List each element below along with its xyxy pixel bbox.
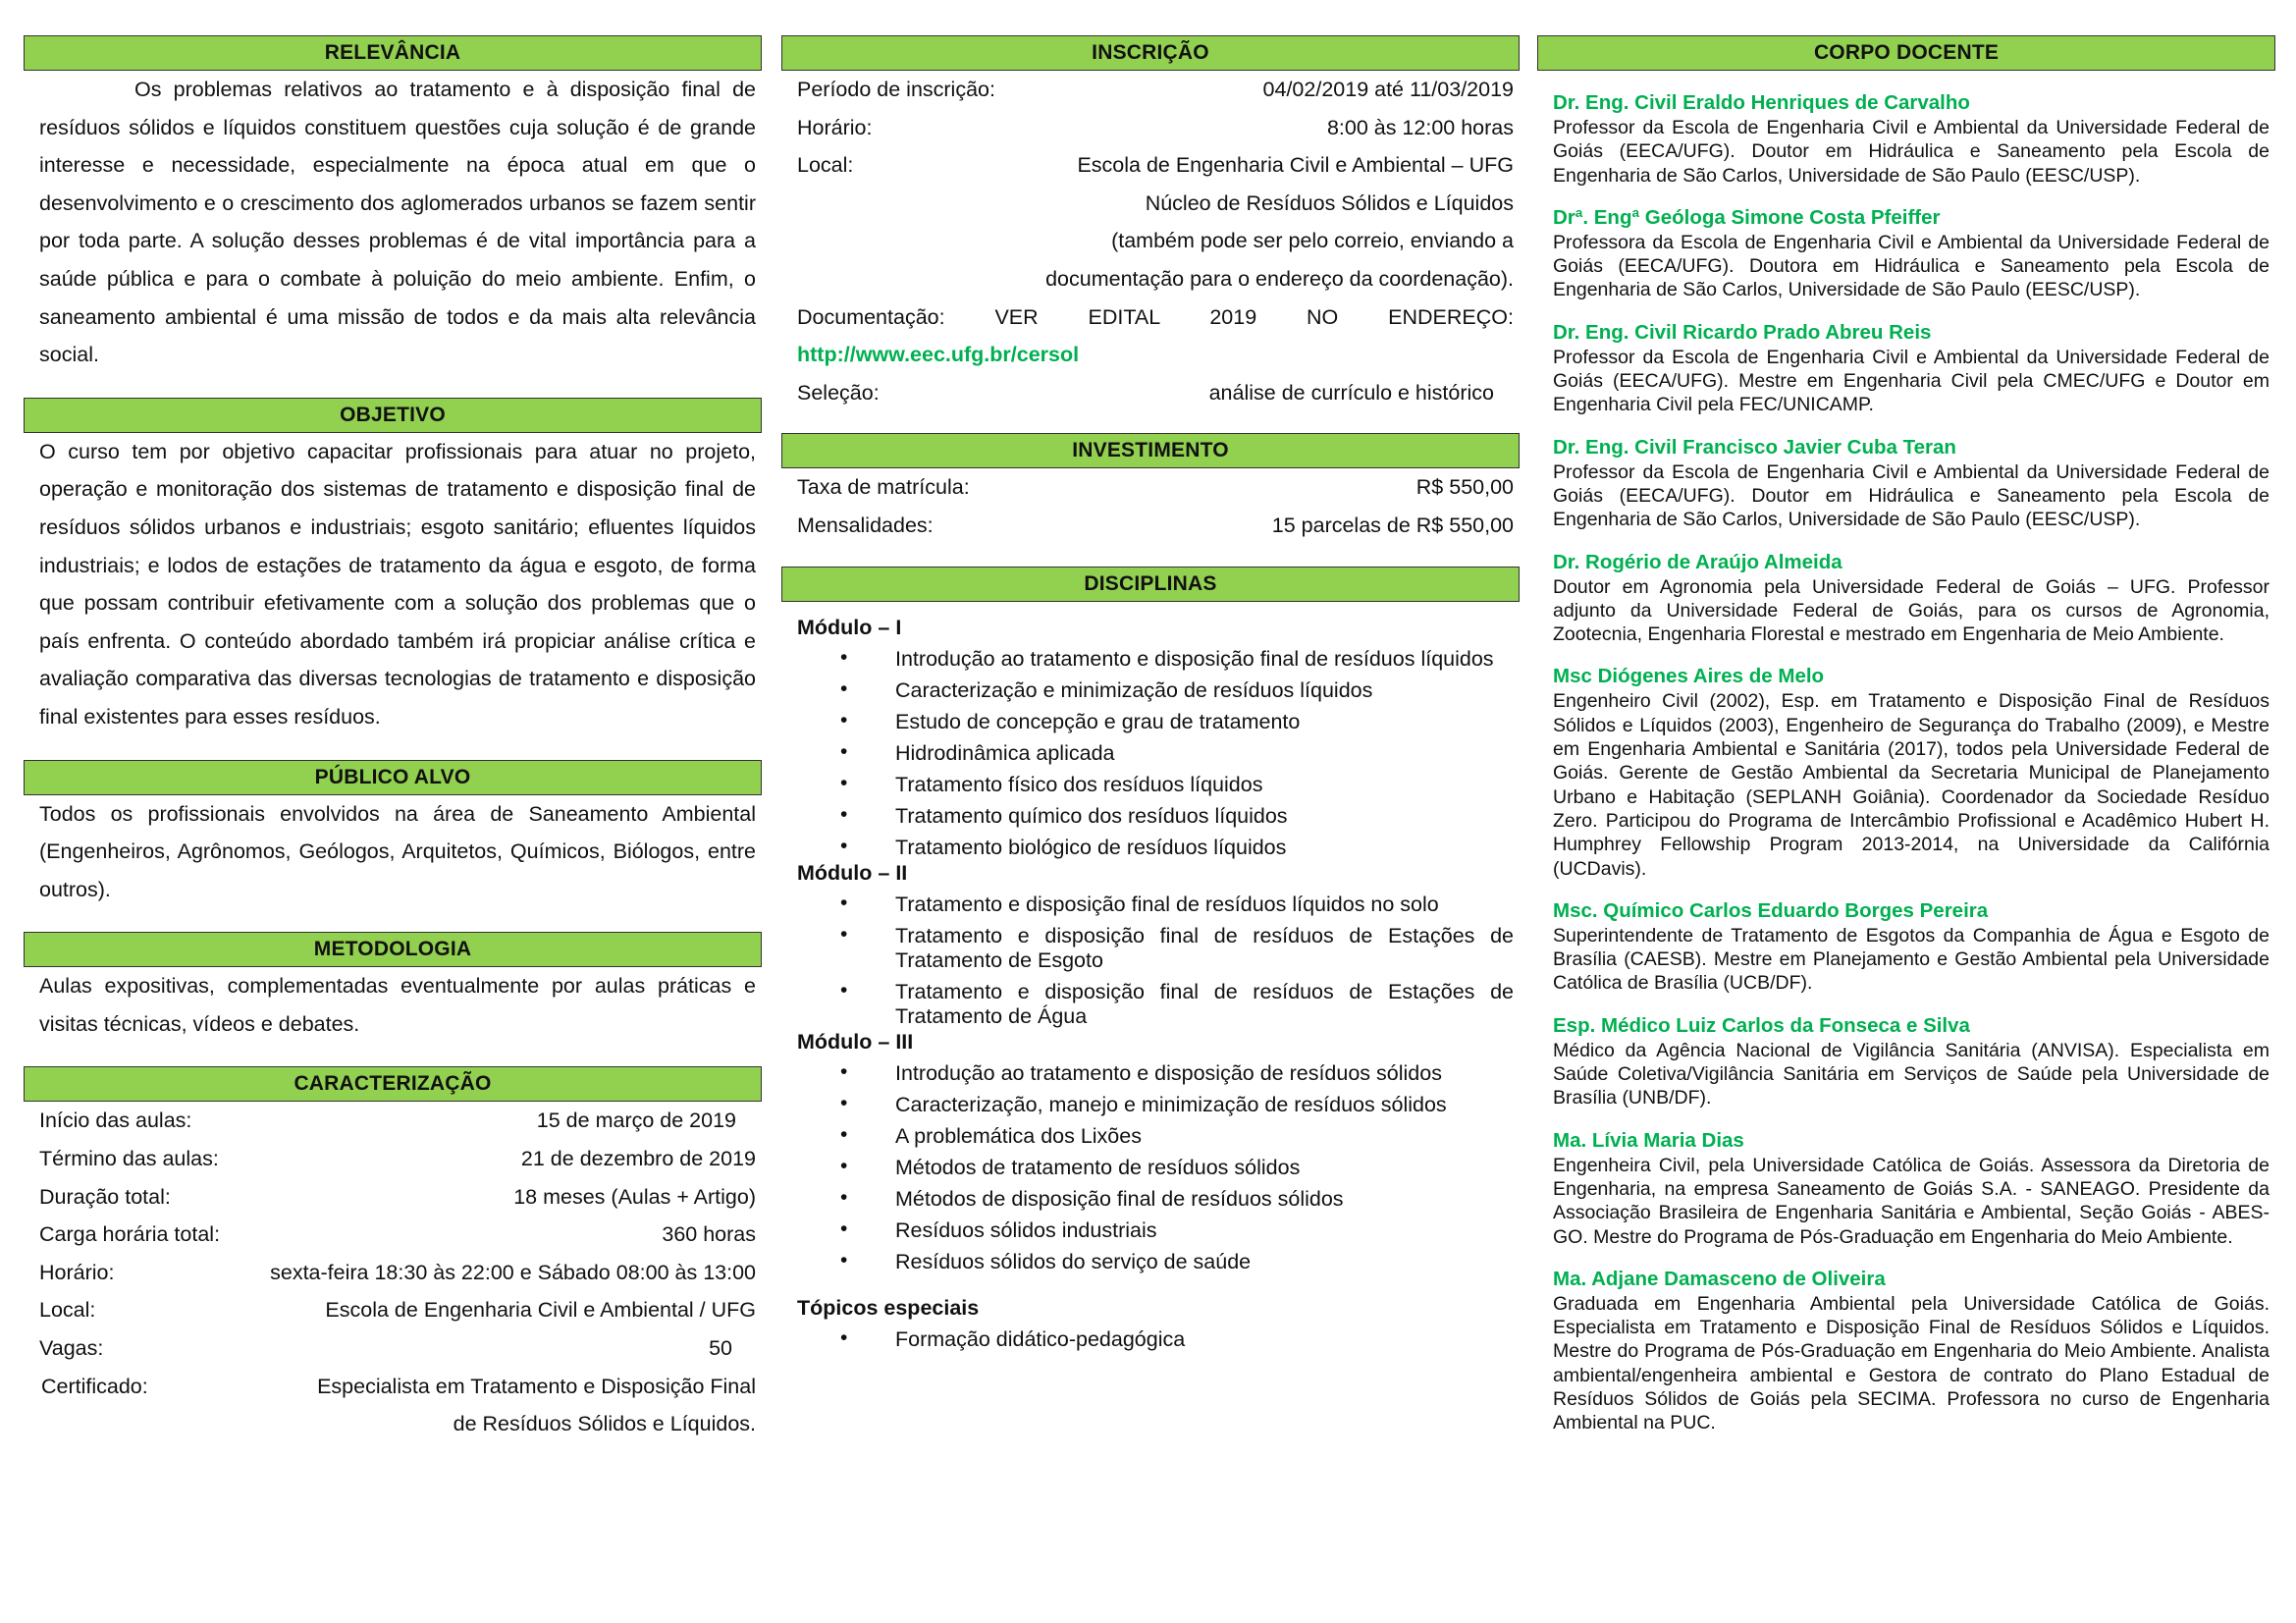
certificado-value-2: de Resíduos Sólidos e Líquidos.: [453, 1412, 756, 1436]
publico-title: PÚBLICO ALVO: [314, 765, 471, 788]
docentes-title: CORPO DOCENTE: [1813, 41, 2000, 64]
list-item-text: Resíduos sólidos industriais: [895, 1217, 1157, 1242]
bullet-icon: •: [840, 1059, 848, 1083]
inscricao-horario-label: Horário:: [797, 115, 873, 139]
mensal-row: [781, 507, 1520, 545]
selecao-row: [781, 374, 1520, 412]
list-item: [781, 1055, 1520, 1086]
bullet-icon: •: [840, 676, 848, 700]
list-item-text: Introdução ao tratamento e disposição final de resíduos líquidos: [895, 646, 1494, 671]
docente-name: Dr. Eng. Civil Francisco Javier Cuba Teran: [1553, 435, 1956, 459]
docente-entry: [1537, 898, 2275, 996]
list-item-text: Caracterização, manejo e minimização de resíduos sólidos: [895, 1092, 1447, 1116]
list-item-text: Tratamento e disposição final de resíduos de Estações de Tratamento de Esgoto: [895, 923, 1514, 972]
disciplinas-header: [781, 567, 1520, 602]
bullet-icon: •: [840, 708, 848, 731]
periodo-value: 04/02/2019 até 11/03/2019: [1262, 78, 1514, 101]
carga-row: [24, 1216, 762, 1254]
list-item: [781, 973, 1520, 1029]
list-item-text: Tratamento químico dos resíduos líquidos: [895, 803, 1288, 828]
docente-desc: Graduada em Engenharia Ambiental pela Universidade Católica de Goiás. Especialista em Tratamento e Disposição Final de Resíduos Sólidos e Líquidos. Mestre do Programa de Pós-Graduação em Engenharia do Meio Ambiente. Analista ambiental/engenheira ambiental e Gestora de contrato do Plano Estadual de Resíduos Sólidos de Goiás pela SECIMA. Professora no curso de Engenharia Ambiental na PUC.: [1553, 1292, 2269, 1434]
periodo-label: Período de inscrição:: [797, 78, 995, 101]
vagas-row: [24, 1329, 762, 1368]
inscricao-local-value-2: Núcleo de Resíduos Sólidos e Líquidos: [1145, 190, 1514, 215]
list-item: [781, 1180, 1520, 1212]
docente-desc: Professor da Escola de Engenharia Civil e Ambiental da Universidade Federal de Goiás (EECA/UFG). Mestre em Engenharia Civil pela CMEC/UFG e Doutor em Engenharia Civil pela FEC/UNICAMP.: [1553, 346, 2269, 416]
docente-name: Msc Diógenes Aires de Melo: [1553, 665, 1825, 688]
docente-name: Ma. Lívia Maria Dias: [1553, 1128, 1744, 1152]
modulo-3-title: Módulo – III: [797, 1029, 914, 1054]
inscricao-title: INSCRIÇÃO: [1092, 41, 1209, 64]
topicos-title: Tópicos especiais: [797, 1295, 980, 1320]
list-item-text: Tratamento e disposição final de resíduos de Estações de Tratamento de Água: [895, 979, 1514, 1028]
list-item-text: Tratamento físico dos resíduos líquidos: [895, 772, 1263, 796]
list-item-text: Estudo de concepção e grau de tratamento: [895, 709, 1301, 733]
docente-desc: Superintendente de Tratamento de Esgotos da Companhia de Água e Esgoto de Brasília (CAESB). Mestre em Planejamento e Gestão Ambiental pela Universidade Católica de Brasília (UCB/DF).: [1553, 924, 2269, 995]
disciplinas-title: DISCIPLINAS: [1084, 571, 1217, 595]
docente-entry: [1537, 320, 2275, 417]
metodologia-text: Aulas expositivas, complementadas eventualmente por aulas práticas e visitas técnicas, vídeos e debates.: [39, 974, 756, 1036]
horario-label: Horário:: [39, 1260, 115, 1284]
list-item-text: A problemática dos Lixões: [895, 1123, 1142, 1148]
docente-entry: [1537, 1267, 2275, 1435]
inscricao-local-row: [781, 146, 1520, 185]
inicio-row: [24, 1102, 762, 1140]
horario-row: [24, 1254, 762, 1292]
selecao-value: análise de currículo e histórico: [1208, 380, 1494, 405]
carga-label: Carga horária total:: [39, 1222, 221, 1247]
docente-entry: [1537, 550, 2275, 647]
documentacao-link[interactable]: http://www.eec.ufg.br/cersol: [797, 343, 1080, 367]
bullet-icon: •: [840, 645, 848, 669]
bullet-icon: •: [840, 1185, 848, 1209]
docente-name: Dr. Rogério de Araújo Almeida: [1553, 550, 1842, 573]
duracao-label: Duração total:: [39, 1184, 171, 1209]
inscricao-local-value-1: Escola de Engenharia Civil e Ambiental – UFG: [1077, 153, 1514, 178]
list-item-text: Métodos de disposição final de resíduos sólidos: [895, 1186, 1344, 1211]
inscricao-local-value-3: (também pode ser pelo correio, enviando a: [1111, 229, 1514, 253]
docente-desc: Professor da Escola de Engenharia Civil e Ambiental da Universidade Federal de Goiás (EECA/UFG). Doutor em Hidráulica e Saneamento pela Escola de Engenharia de São Carlos, Universidade de São Paulo (EESC/USP).: [1553, 460, 2269, 531]
certificado-value-1: Especialista em Tratamento e Disposição Final: [317, 1374, 756, 1398]
relevancia-header: [24, 35, 762, 71]
periodo-row: [781, 71, 1520, 109]
bullet-icon: •: [840, 771, 848, 794]
inscricao-horario-row: [781, 109, 1520, 147]
docente-name: Msc. Químico Carlos Eduardo Borges Pereira: [1553, 898, 1989, 922]
modulo-3-list: [781, 1055, 1520, 1274]
inscricao-local-value-4: documentação para o endereço da coordenação).: [1045, 266, 1514, 291]
local-value: Escola de Engenharia Civil e Ambiental / UFG: [325, 1298, 756, 1323]
bullet-icon: •: [840, 1091, 848, 1114]
documentacao-text: Documentação: VER EDITAL 2019 NO ENDEREÇO:: [797, 304, 1514, 329]
caracterizacao-title: CARACTERIZAÇÃO: [294, 1072, 492, 1096]
list-item: [781, 640, 1520, 672]
right-column: [1537, 35, 2275, 1435]
list-item: [781, 1321, 1520, 1352]
docente-desc: Engenheiro Civil (2002), Esp. em Tratamento e Disposição Final de Resíduos Sólidos e Líquidos (2003), Engenheiro de Segurança do Trabalho (2009), e Mestre em Engenharia Ambiental e Sanitária (2017), todos pela Universidade Federal de Goiás. Gerente de Gestão Ambiental da Secretaria Municipal de Planejamento Urbano e Habitação (SEPLANH Goiânia). Coordenador da Sociedade Resíduo Zero. Participou do Programa de Intercâmbio Profissional e Acadêmico Hubert H. Humphrey Fellowship Program 2013-2014, na Universidade da Califórnia (UCDavis).: [1553, 690, 2269, 880]
docente-entry: [1537, 435, 2275, 532]
list-item-text: Formação didático-pedagógica: [895, 1326, 1186, 1351]
docente-entry: [1537, 205, 2275, 302]
termino-row: [24, 1140, 762, 1178]
bullet-icon: •: [840, 1325, 848, 1349]
certificado-label: Certificado:: [41, 1374, 148, 1398]
list-item: [781, 703, 1520, 734]
mensal-value: 15 parcelas de R$ 550,00: [1271, 513, 1514, 537]
inscricao-local-row-4: [781, 260, 1520, 298]
list-item: [781, 1086, 1520, 1117]
documentacao-link-row: [781, 336, 1520, 374]
modulo-1-list: [781, 640, 1520, 860]
local-row: [24, 1291, 762, 1329]
docente-desc: Professora da Escola de Engenharia Civil e Ambiental da Universidade Federal de Goiás (EECA/UFG). Doutora em Hidráulica e Saneamento pela Escola de Engenharia de São Carlos, Universidade de São Paulo (EESC/USP).: [1553, 231, 2269, 301]
carga-value: 360 horas: [662, 1222, 756, 1247]
docente-desc: Doutor em Agronomia pela Universidade Federal de Goiás – UFG. Professor adjunto da Universidade Federal de Goiás, para os cursos de Agronomia, Zootecnia, Engenharia Florestal e mestrado em Engenharia de Meio Ambiente.: [1553, 575, 2269, 646]
docente-entry: [1537, 1128, 2275, 1249]
list-item-text: Hidrodinâmica aplicada: [895, 740, 1115, 765]
termino-label: Término das aulas:: [39, 1147, 219, 1171]
metodologia-title: METODOLOGIA: [313, 938, 472, 961]
investimento-header: [781, 433, 1520, 468]
bullet-icon: •: [840, 739, 848, 763]
relevancia-title: RELEVÂNCIA: [324, 41, 461, 64]
caracterizacao-header: [24, 1066, 762, 1102]
inscricao-local-row-2: [781, 185, 1520, 223]
docente-entry: [1537, 664, 2275, 880]
bullet-icon: •: [840, 978, 848, 1001]
list-item: [781, 734, 1520, 766]
inicio-label: Início das aulas:: [39, 1109, 192, 1133]
docente-name: Ma. Adjane Damasceno de Oliveira: [1553, 1267, 1886, 1290]
duracao-row: [24, 1178, 762, 1217]
objetivo-text: O curso tem por objetivo capacitar profissionais para atuar no projeto, operação e monitoração dos sistemas de tratamento e disposição final de resíduos sólidos urbanos e industriais; esgoto sanitário; efluentes líquidos industriais; e lodos de estações de tratamento da água e esgoto, de forma que possam contribuir efetivamente com a solução dos problemas que o país enfrenta. O conteúdo abordado também irá propiciar análise crítica e avaliação comparativa das diversas tecnologias de tratamento e disposição final existentes para esses resíduos.: [39, 439, 756, 729]
vagas-value: 50: [709, 1336, 732, 1361]
docente-entry: [1537, 1013, 2275, 1110]
inscricao-header: [781, 35, 1520, 71]
inscricao-local-label: Local:: [797, 153, 854, 178]
list-item: [781, 1243, 1520, 1274]
list-item-text: Resíduos sólidos do serviço de saúde: [895, 1249, 1252, 1273]
publico-header: [24, 760, 762, 795]
docentes-header: [1537, 35, 2275, 71]
list-item-text: Tratamento e disposição final de resíduos líquidos no solo: [895, 892, 1439, 916]
duracao-value: 18 meses (Aulas + Artigo): [513, 1184, 756, 1209]
list-item: [781, 672, 1520, 703]
docente-name: Dr. Eng. Civil Eraldo Henriques de Carvalho: [1553, 91, 1970, 114]
bullet-icon: •: [840, 891, 848, 914]
objetivo-header: [24, 398, 762, 433]
taxa-label: Taxa de matrícula:: [797, 475, 970, 500]
mensal-label: Mensalidades:: [797, 513, 934, 537]
local-label: Local:: [39, 1298, 96, 1323]
docente-desc: Professor da Escola de Engenharia Civil e Ambiental da Universidade Federal de Goiás (EECA/UFG). Doutor em Hidráulica e Saneamento pela Escola de Engenharia de São Carlos, Universidade de São Paulo (EESC/USP).: [1553, 117, 2269, 187]
list-item-text: Métodos de tratamento de resíduos sólidos: [895, 1155, 1301, 1179]
objetivo-title: OBJETIVO: [340, 403, 446, 426]
bullet-icon: •: [840, 1217, 848, 1240]
certificado-row-2: [24, 1405, 762, 1443]
selecao-label: Seleção:: [797, 380, 880, 405]
docente-desc: Engenheira Civil, pela Universidade Católica de Goiás. Assessora da Diretoria de Engenharia, na empresa Saneamento de Goiás S.A. - SANEAGO. Presidente da Associação Brasileira de Engenharia Sanitária e Ambiental, Seção Goiás - ABES-GO. Mestre do Programa de Pós-Graduação em Engenharia do Meio Ambiente.: [1553, 1154, 2269, 1248]
inicio-value: 15 de março de 2019: [536, 1109, 736, 1133]
docente-entry: [1537, 90, 2275, 188]
list-item: [781, 797, 1520, 829]
modulo-2-title: Módulo – II: [797, 860, 908, 885]
bullet-icon: •: [840, 1122, 848, 1146]
docente-name: Drª. Engª Geóloga Simone Costa Pfeiffer: [1553, 205, 1941, 229]
bullet-icon: •: [840, 834, 848, 857]
docente-name: Dr. Eng. Civil Ricardo Prado Abreu Reis: [1553, 320, 1932, 344]
metodologia-header: [24, 932, 762, 967]
modulo-1-title: Módulo – I: [797, 615, 902, 639]
inscricao-horario-value: 8:00 às 12:00 horas: [1326, 115, 1514, 139]
investimento-title: INVESTIMENTO: [1072, 439, 1229, 462]
list-item-text: Caracterização e minimização de resíduos líquidos: [895, 677, 1373, 702]
relevancia-text: Os problemas relativos ao tratamento e à disposição final de resíduos sólidos e líquidos constituem questões cuja solução é de grande interesse e necessidade, especialmente na época atual em que o desenvolvimento e o crescimento dos aglomerados urbanos se fazem sentir por toda parte. A solução desses problemas é de vital importância para a saúde pública e para o combate à poluição do meio ambiente. Enfim, o saneamento ambiental é uma missão de todos e da mais alta relevância social.: [39, 78, 756, 367]
docente-desc: Médico da Agência Nacional de Vigilância Sanitária (ANVISA). Especialista em Saúde Coletiva/Vigilância Sanitária em Serviços de Saúde pela Universidade de Brasília (UNB/DF).: [1553, 1039, 2269, 1109]
taxa-row: [781, 468, 1520, 507]
publico-text: Todos os profissionais envolvidos na área de Saneamento Ambiental (Engenheiros, Agrônomos, Geólogos, Arquitetos, Químicos, Biólogos, entre outros).: [39, 801, 756, 901]
certificado-row: [24, 1368, 762, 1406]
list-item-text: Tratamento biológico de resíduos líquidos: [895, 835, 1287, 859]
bullet-icon: •: [840, 1154, 848, 1177]
bullet-icon: •: [840, 802, 848, 826]
horario-value: sexta-feira 18:30 às 22:00 e Sábado 08:00 às 13:00: [270, 1260, 756, 1284]
docente-name: Esp. Médico Luiz Carlos da Fonseca e Silva: [1553, 1013, 1970, 1037]
list-item: [781, 829, 1520, 860]
termino-value: 21 de dezembro de 2019: [520, 1147, 756, 1171]
bullet-icon: •: [840, 1248, 848, 1271]
inscricao-local-row-3: [781, 222, 1520, 260]
list-item-text: Introdução ao tratamento e disposição de resíduos sólidos: [895, 1060, 1442, 1085]
list-item: [781, 917, 1520, 973]
list-item: [781, 1149, 1520, 1180]
bullet-icon: •: [840, 922, 848, 946]
middle-column: [781, 35, 1520, 1352]
left-column: [24, 35, 762, 1443]
modulo-2-list: [781, 886, 1520, 1029]
vagas-label: Vagas:: [39, 1336, 104, 1361]
list-item: [781, 766, 1520, 797]
topicos-list: [781, 1321, 1520, 1352]
list-item: [781, 1117, 1520, 1149]
list-item: [781, 886, 1520, 917]
list-item: [781, 1212, 1520, 1243]
taxa-value: R$ 550,00: [1415, 475, 1514, 500]
